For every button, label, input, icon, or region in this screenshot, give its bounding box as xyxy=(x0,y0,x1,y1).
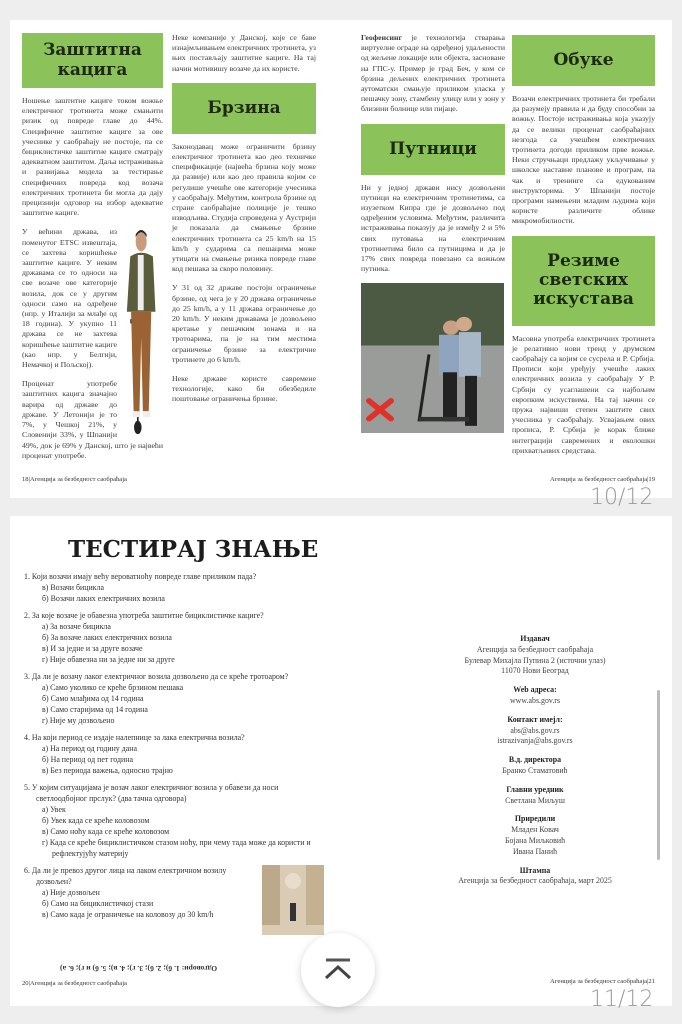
passengers-text xyxy=(361,183,505,284)
colophon-line: Ивана Панић xyxy=(512,846,558,856)
heading-summary: Резиме светских искустава xyxy=(512,236,655,326)
answer-option: б) Само млађима од 14 година xyxy=(42,694,144,703)
colophon-label: Контакт имејл: xyxy=(507,714,563,724)
colophon-group xyxy=(430,634,640,677)
colophon-label: Штампа xyxy=(519,865,551,875)
quiz-title: ТЕСТИРАЈ ЗНАЊЕ xyxy=(68,536,319,563)
street-photo xyxy=(262,865,324,935)
answer-option: г) Није обавезна ни за једне ни за друге xyxy=(42,655,175,664)
helmet-text-3 xyxy=(172,33,316,83)
footer-left: 20|Агенција за безбедност саобраћаја xyxy=(22,980,127,987)
page-spread-18-19 xyxy=(10,20,672,510)
column-passengers xyxy=(361,33,505,433)
colophon-label: Издавач xyxy=(520,634,550,643)
man-with-scooter-photo xyxy=(121,227,163,437)
answer-option: а) На период од годину дана xyxy=(42,744,137,753)
colophon-line: Агенција за безбедност саобраћаја xyxy=(476,644,594,654)
colophon-group xyxy=(430,814,640,857)
question-text: 1. Који возачи имају већу вероватноћу повреде главе приликом пада? xyxy=(24,572,257,581)
answer-option: б) За возаче лаких електричних возила xyxy=(42,633,172,642)
geofencing-text xyxy=(361,33,505,124)
answer-option: а) За возаче бицикла xyxy=(42,622,111,631)
couple-on-scooter-photo xyxy=(361,283,504,433)
quiz-question xyxy=(24,610,324,665)
answer-option: г) Када се креће бициклистичком стазом ноћу, при чему тада може да користи и рефлектујућу материју xyxy=(42,838,311,858)
scroll-to-top-button[interactable] xyxy=(301,933,375,1007)
page-indicator: 11/12 xyxy=(590,987,654,1012)
colophon xyxy=(430,634,640,895)
paragraph: Проценат употребе заштитних кацига значајно варира од државе до државе. У Летонији је то 7%, у Чешкој 21%, у Словенији 33%, у Шпанији 49%, док је 69% у Данској, што је највећи проценат употребе. xyxy=(22,379,163,460)
scrollbar-thumb[interactable] xyxy=(657,690,660,860)
footer-left: 18|Агенција за безбедност саобраћаја xyxy=(22,476,127,483)
quiz-question xyxy=(24,571,324,604)
footer-right: Агенција за безбедност саобраћаја|19 xyxy=(550,476,655,483)
quiz-question xyxy=(24,782,324,859)
answer-option: в) Без периода важења, односно трајно xyxy=(42,766,173,775)
paragraph: Возачи електричних тротинета би требали да разумеју правила и да буду способни за вожњу. Постоје истраживања која указују да се велики проценат саобраћајних незгода са учешћем електричних тротинета догоди приликом прве вожње. Неки стручњаци предлажу укључивање у школске наставне планове и програм, па чак и тренинге са едукованим инструкторима. У Шпанији постоје програми намењени младим људима који користе различите облике микромобилности. xyxy=(512,94,655,226)
summary-text xyxy=(512,334,655,465)
answers-upside-down: Одговори: 1. б); 2. б); 3. г); 4. в); 5. б) и г); 6. а) xyxy=(60,964,218,973)
answer-option: в) Возачи бицикла xyxy=(42,583,104,592)
question-text: 4. На који период се издаје налепнице за лака електрична возила? xyxy=(24,733,245,742)
heading-passengers: Путници xyxy=(361,124,505,175)
question-text: 5. У којим ситуацијама је возач лаког електричног возила у обавези да носи светлоодбојног прслук? (два тачна одговора) xyxy=(24,783,279,803)
answer-option: в) И за једне и за друге возаче xyxy=(42,644,143,653)
column-training xyxy=(512,35,655,465)
answer-option: в) Само ноћу када се креће коловозом xyxy=(42,827,170,836)
column-speed xyxy=(172,33,316,414)
quiz-question xyxy=(24,865,324,920)
colophon-line[interactable]: www.abs.gov.rs xyxy=(509,695,561,705)
colophon-line: Бојана Миљковић xyxy=(504,835,566,845)
answer-option: б) Возачи лаких електричних возила xyxy=(42,594,165,603)
footer-right: Агенција за безбедност саобраћаја|21 xyxy=(550,978,655,985)
quiz-question xyxy=(24,732,324,776)
colophon-line[interactable]: abs@abs.gov.rs xyxy=(510,725,560,735)
colophon-group xyxy=(430,866,640,888)
term: Геофенсинг xyxy=(361,33,403,42)
colophon-group xyxy=(430,685,640,707)
colophon-group xyxy=(430,755,640,777)
page-indicator: 10/12 xyxy=(590,485,654,510)
heading-helmet: Заштитна кацига xyxy=(22,33,163,88)
answer-option: в) Само када је ограничење на коловозу до 30 km/h xyxy=(42,910,214,919)
colophon-label: Главни уредник xyxy=(506,784,564,794)
definition: је технологија стварања виртуелне ограде на одређеној удаљености од жељене локације или објекта, засноване на ГПС-у. Пример је град Беч, у ком се брзина дељених електричних тротинета аутоматски смањује приликом уласка у пешачку зону, стамбену улицу или у зону у близини болнице или пијаце. xyxy=(361,33,505,114)
colophon-group xyxy=(430,715,640,747)
colophon-line[interactable]: istrazivanja@abs.gov.rs xyxy=(497,736,573,746)
colophon-line: Бранко Стаматовић xyxy=(502,765,568,775)
answer-option: г) Није му дозвољено xyxy=(42,716,115,725)
paragraph: У 31 од 32 државе постоји ограничење брзине, од чега је у 20 држава ограничење до 25 km/h, а у 11 држава ограничење до 20 km/h. У неким државама је дозвољено кретање у пешачким зонама и на тротоарима, па је на тим местима ограничење брзине за електричне тротинете до 6 km/h. xyxy=(172,283,316,364)
quiz-question xyxy=(24,671,324,726)
paragraph xyxy=(361,33,505,115)
paragraph: Законодавац може ограничити брзину електричног тротинета као део техничке спецификације (највећа брзина коју може да развије) или као део правила којим се регулише учешће ове категорије учесника у саобраћају. Међутим, контрола брзине од стране саобраћајне полиције је тешко изводљива. Студија спроведена у Аустрији је показала да смањење брзине електричних тротинета са 25 km/h на 15 km/h у сударима са пешацима може утицати на смањење ризика повреде главе код пешака за скоро половину. xyxy=(172,141,316,274)
colophon-line: Агенција за безбедност саобраћаја, март 2025 xyxy=(458,876,612,886)
answer-option: б) Само на бициклистичкој стази xyxy=(42,899,154,908)
colophon-line: 11070 Нови Београд xyxy=(501,666,569,676)
training-text xyxy=(512,94,655,236)
answer-option: а) Није дозвољен xyxy=(42,888,100,897)
answer-option: а) Само уколико се креће брзином пешака xyxy=(42,683,184,692)
answer-option: б) Увек када се креће коловозом xyxy=(42,816,150,825)
quiz-questions xyxy=(24,571,324,935)
speed-text xyxy=(172,142,316,414)
paragraph: У већини држава, из поменутог ETSC извештаја, се захтева коришћење заштитне кациге. У неким државама се то односи на све возаче ове категорије возила, док се у другим односи само на одређене (нпр. у Италији за млађе од 18 година). У укупно 11 држава се не захтева коришћење заштитне кациге (као нпр. у Белгији, Немачкој и Пољској). xyxy=(22,227,117,370)
colophon-line: Булевар Михајла Пупина 2 (источни улаз) xyxy=(464,655,606,665)
column-helmet xyxy=(22,33,163,470)
answer-option: а) Увек xyxy=(42,805,66,814)
colophon-group xyxy=(430,785,640,807)
heading-speed: Брзина xyxy=(172,83,316,134)
answer-option: в) Само старијима од 14 година xyxy=(42,705,148,714)
chevron-up-bar-icon xyxy=(301,933,375,1007)
question-text: 6. Да ли је превоз другог лица на лаком електричном возилу дозвољен? xyxy=(24,866,227,886)
colophon-label: Web адреса: xyxy=(513,685,557,695)
colophon-line: Светлана Миљуш xyxy=(505,795,565,805)
paragraph: Масовна употреба електричних тротинета је релативно нови тренд у друмском саобраћају са којим се сусрела и Р. Србија. Прописи који уређују учешће лаких електричних возила у саобраћају У Р. Србији су усаглашени са најбољим европким искуствима. На тај начин се пружа највиши степен заштите свих учесника у саобраћају. Усвајањем ових прописа, Р. Србија је корак ближе интеграцији савремених и еколошки прихватљивих средстава. xyxy=(512,333,655,455)
colophon-line: Младен Ковач xyxy=(511,825,559,835)
helmet-text xyxy=(22,96,163,470)
paragraph: Ни у једној држави нису дозвољени путници на електричним тротинетима, са изузетком Кипра где је дозвољено под одређеним условима. Међутим, различита истраживања показују да је између 2 и 5% свих путовања на електричним тротинетима било са путницима и да је 17% свих повреда повезано са вожњом путника. xyxy=(361,182,505,274)
colophon-label: В.д. директора xyxy=(508,755,562,765)
paragraph: Неке државе користе савремене технологије, како би обезбедиле поштовање ограничења брзине. xyxy=(172,374,316,404)
paragraph: Неке компаније у Данској, које се баве изнајмљивањем електричних тротинета, уз њих постављају заштитне кациге. На тај начин мотивишу возаче да их користе. xyxy=(172,33,316,73)
question-text: 3. Да ли је возачу лаког електричног возила дозвољено да се креће тротоаром? xyxy=(24,672,289,681)
answer-option: б) На период од пет година xyxy=(42,755,133,764)
colophon-label: Приредили xyxy=(514,814,556,824)
paragraph: Ношење заштитне кациге током вожње електричног тротинета може смањити ризик од повреде главе до 44%. Специфичне заштитне кациге за ове учеснике у саобраћају не постоје, па се бициклистичке заштитне кациге сматрају адекватном заштитом. Даља истраживања и развијања модела за тестирање специфичних повреда код возача електричних тротинета би могла да дају прецизнији одговор на избор адекватне заштитне кациге. xyxy=(22,96,163,218)
heading-training: Обуке xyxy=(512,35,655,86)
question-text: 2. За које возаче је обавезна употреба заштитне бициклистичке кациге? xyxy=(24,611,264,620)
